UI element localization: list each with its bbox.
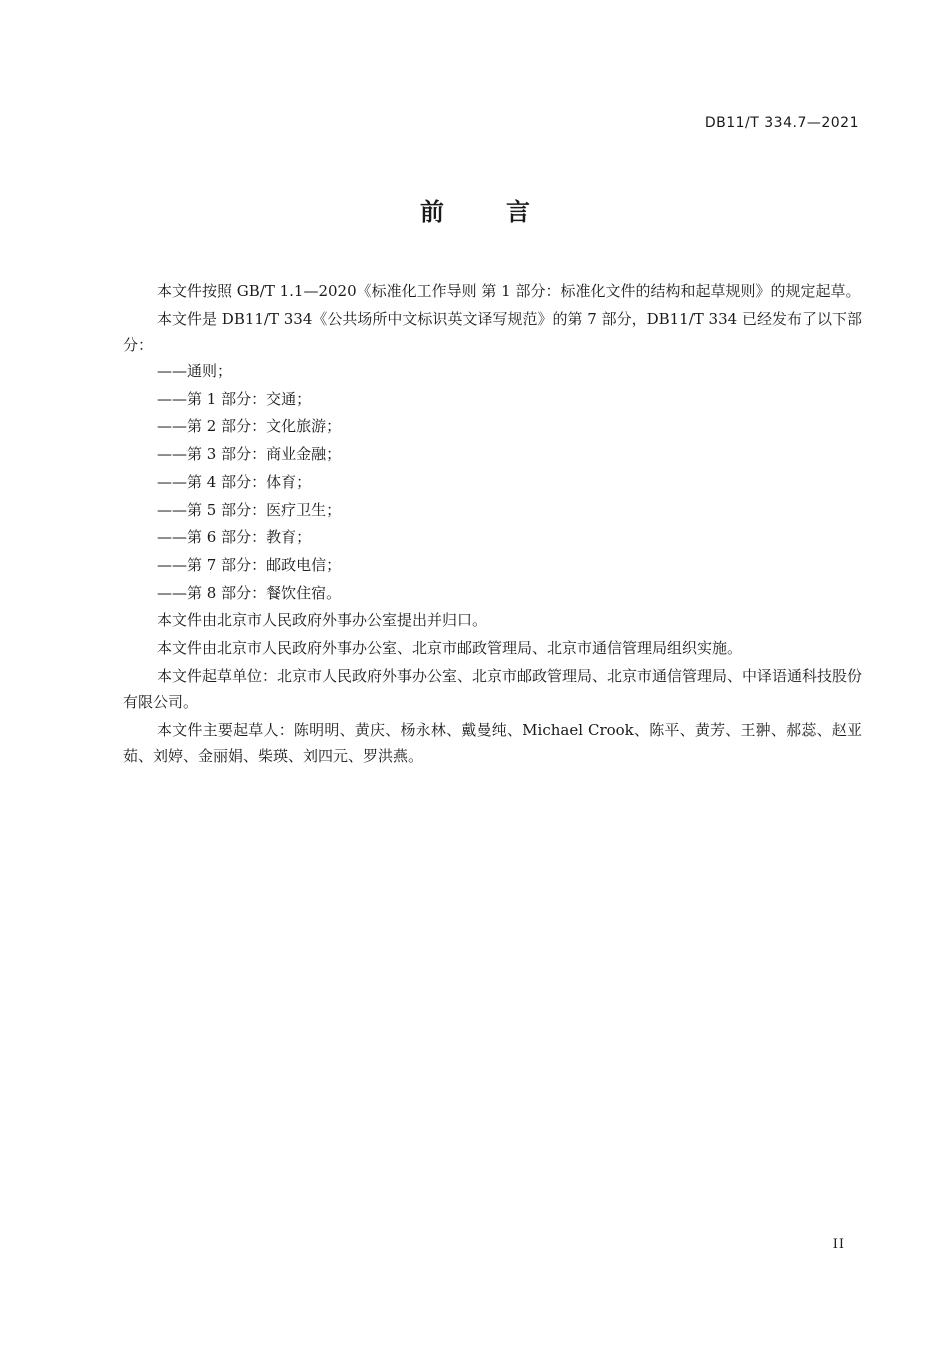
list-item: ——第 6 部分：教育； [157,528,312,547]
document-code: DB11/T 334.7—2021 [704,115,859,131]
parts-list [123,358,862,607]
list-item: ——第 1 部分：交通； [157,389,312,408]
list-item: ——第 7 部分：邮政电信； [157,555,342,574]
paragraph-drafters: 本文件主要起草人：陈明明、黄庆、杨永林、戴曼纯、Michael Crook、陈平、黄芳、王翀、郝蕊、赵亚茹、刘婷、金丽娟、柴瑛、刘四元、罗洪燕。 [123,721,862,766]
list-item: ——第 5 部分：医疗卫生； [157,500,342,519]
list-item: ——第 8 部分：餐饮住宿。 [157,583,342,602]
list-item: ——通则； [157,362,233,380]
list-item: ——第 4 部分：体育； [157,472,312,491]
page-title: 前言 [420,198,592,226]
list-item: ——第 3 部分：商业金融； [157,445,342,464]
list-item: ——第 2 部分：文化旅游； [157,417,342,436]
page-number: II [832,1237,845,1252]
paragraph-proposer: 本文件由北京市人民政府外事办公室提出并归口。 [157,611,488,630]
foreword-body [123,278,862,769]
paragraph-drafting-basis: 本文件按照 GB/T 1.1—2020《标准化工作导则 第 1 部分：标准化文件的结构和起草规则》的规定起草。 [157,282,861,300]
paragraph-implementer: 本文件由北京市人民政府外事办公室、北京市邮政管理局、北京市通信管理局组织实施。 [157,639,743,658]
paragraph-series-info: 本文件是 DB11/T 334《公共场所中文标识英文译写规范》的第 7 部分，DB11/T 334 已经发布了以下部分： [123,310,862,354]
paragraph-drafting-units: 本文件起草单位：北京市人民政府外事办公室、北京市邮政管理局、北京市通信管理局、中译语通科技股份有限公司。 [123,667,863,712]
